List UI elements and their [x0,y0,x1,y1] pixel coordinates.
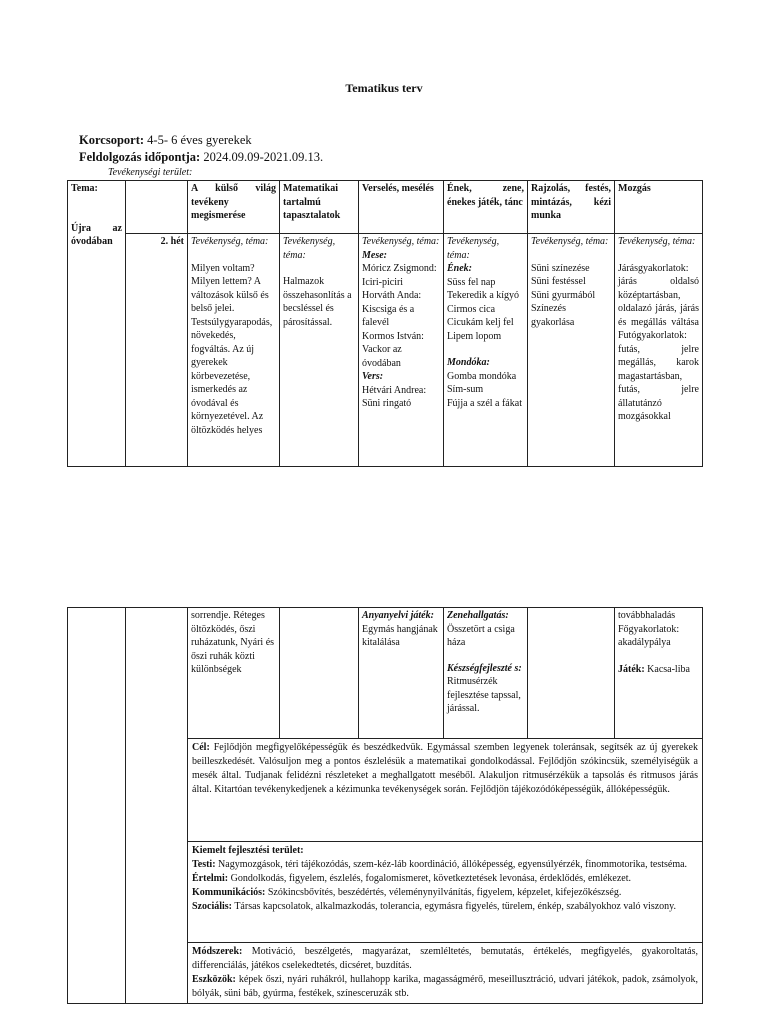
matek-cell [280,234,359,467]
verseles-activity-label: Tevékenység, téma: [362,236,440,247]
week-cell: 2. hét [126,234,188,467]
jatek-label: Játék: [618,663,645,675]
plan-table-page2 [67,607,703,1004]
rajz-activity-label: Tevékenység, téma: [531,236,609,247]
kommunikacios-label: Kommunikációs: [192,887,266,898]
goal-cell [188,739,703,842]
processing-date-line [79,150,323,165]
plan-table-page1 [67,180,703,467]
week-cont-cell [126,608,188,1004]
kulso-item: Milyen lettem? A változások külső és belső jelei. [191,276,269,314]
rajz-cont-cell [528,608,615,739]
mondoka-item: Gomba mondóka [447,370,517,382]
jatek-text: Kacsa-liba [647,663,690,675]
keszseg-text: Ritmusérzék fejlesztése tapssal, járással. [447,676,521,714]
enek-item: Süss fel nap [447,276,496,288]
eszkozok-line [192,973,698,1001]
tema-cell [68,181,126,467]
mese-item: Horváth Anda: Kiscsiga és a falevél [362,290,422,328]
szocialis-label: Szociális: [192,901,232,912]
keszseg-label: Készségfejleszté s: [447,662,522,674]
tema-cont-cell [68,608,126,1004]
rajz-item: Színezés gyakorlása [531,303,575,328]
enek-header: Ének, zene, énekes játék, tánc [444,181,528,234]
matek-header: Matematikai tartalmú tapasztalatok [280,181,359,234]
vers-label: Vers: [362,371,384,382]
empty-header-cell [126,181,188,234]
mese-item: Kormos István: Vackor az óvodában [362,330,424,369]
jatek-line [618,663,699,677]
rajz-item: Süni gyurmából [531,289,596,301]
anyanyelvi-text: Egymás hangjának kitalálása [362,623,438,648]
ertelmi-label: Értelmi: [192,873,229,884]
testi-line [192,858,698,872]
modszerek-line [192,945,698,973]
mozgas-cont-cell [615,608,703,739]
processing-date-value: 2024.09.09-2021.09.13. [200,150,324,164]
ertelmi-line [192,872,698,886]
enek-label: Ének: [447,263,472,274]
rajz-header: Rajzolás, festés, mintázás, kézi munka [528,181,615,234]
eszkozok-text: képek őszi, nyári ruhákról, hullahopp karika, magasságmérő, meseillusztráció, udvari játékok, padok, zsámolyok, bólyák, süni báb, gyúrma, festékek, színesceruzák stb. [192,974,698,999]
kommunikacios-line [192,886,698,900]
fogyakorlat-text: Főgyakorlatok: akadálypálya [618,623,680,648]
age-group-label: Korcsoport: [79,133,145,147]
verseles-cell [359,234,444,467]
mozgas-text: Járásgyakorlatok: járás oldalsó középtartásban, oldalazó járás, járás és megállás váltása Futógyakorlatok: futás, jelre megállás, karok magastartásban, futás, jelre állatutánzó mozgásokkal [618,262,699,422]
mozgas-header: Mozgás [615,181,703,234]
methods-cell [188,943,703,1004]
goal-label: Cél: [192,742,210,753]
week-row [68,234,703,467]
matek-activity-label: Tevékenység, téma: [283,236,336,261]
ertelmi-text: Gondolkodás, figyelem, észlelés, fogalomismeret, következtetések levonása, érdeklődés, emlékezet. [228,873,632,884]
enek-activity-label: Tevékenység, téma: [447,236,500,261]
eszkozok-label: Eszközök: [192,974,236,985]
enek-cell [444,234,528,467]
szocialis-line [192,900,698,914]
mese-item: Móricz Zsigmond: Iciri-piciri [362,263,437,288]
mese-label: Mese: [362,249,387,261]
activity-area-label: Tevékenységi terület: [108,167,193,178]
enek-item: Cirmos cica [447,303,496,315]
mozgas-activity-label: Tevékenység, téma: [618,236,696,247]
kulso-activity-label: Tevékenység, téma: [191,236,269,247]
mondoka-label: Mondóka: [447,357,490,368]
anyanyelvi-cell [359,608,444,739]
rajz-cell [528,234,615,467]
mondoka-item: Fújja a szél a fákat [447,397,522,409]
header-row [68,181,703,234]
zenehallgatas-label: Zenehallgatás: [447,610,509,621]
kulso-header: A külső világ tevékeny megismerése [188,181,280,234]
verseles-header: Verselés, mesélés [359,181,444,234]
mozgas-cont-text: továbbhaladás [618,610,676,621]
modszerek-label: Módszerek: [192,946,243,957]
age-group-line [79,133,252,148]
kulso-cell [188,234,280,467]
rajz-item: Süni festéssel [531,276,586,287]
zenehallgatas-text: Összetört a csiga háza [447,623,515,648]
goal-text: Fejlődjön megfigyelőképességük és beszédkedvük. Egymással szemben legyenek toleránsak, segítsék az új gyerekek beilleszkedését. Valósuljon meg a pontos észlelésük a matematikai gondolkodással. Fejlődjön szókincsük, személyiségük a mesék által. Tudjanak felidézni részleteket a meghallgatott meséből. Alakuljon ritmusérzékük a tapsolás és ritmusos járás által. Kitartóan tevékenykedjenek a kézimunka tevékenységek során. Fejlődjön tájékozódóképességük, állóképességük. [192,742,698,795]
modszerek-text: Motiváció, beszélgetés, magyarázat, szemléltetés, bemutatás, értékelés, megfigyelés, gyakoroltatás, differenciálás, játékos cselekedtetés, dicséret, buzdítás. [192,946,698,971]
kulso-item: Milyen voltam? [191,262,255,274]
kiemelt-label: Kiemelt fejlesztési terület: [192,845,304,856]
continuation-row [68,608,703,739]
kulso-cont-cell: sorrendje. Réteges öltözködés, őszi ruházatunk, Nyári és őszi ruhák közti különbségek [188,608,280,739]
tema-header: Tema: [71,183,98,194]
mondoka-item: Sím-sum [447,384,484,395]
matek-cont-cell [280,608,359,739]
anyanyelvi-label: Anyanyelvi játék: [362,610,434,621]
matek-text: Halmazok összehasonlítás a becsléssel és párosítással. [283,276,352,328]
enek-item: Lipem lopom [447,330,502,342]
testi-text: Nagymozgások, téri tájékozódás, szem-kéz-láb koordináció, állóképesség, egyensúlyérzék, finommotorika, testséma. [215,859,688,870]
enek-item: Tekeredik a kígyó [447,290,520,301]
mozgas-cell [615,234,703,467]
testi-label: Testi: [192,859,216,870]
development-cell [188,842,703,943]
processing-date-label: Feldolgozás időpontja: [79,150,201,164]
kommunikacios-text: Szókincsbővítés, beszédértés, véleménynyilvánítás, figyelem, képzelet, kifejezőkészség. [265,887,622,898]
szocialis-text: Társas kapcsolatok, alkalmazkodás, tolerancia, egymásra figyelés, türelem, énkép, szabályokhoz való viszony. [232,901,677,912]
page-title: Tematikus terv [345,81,423,95]
enek-cont-cell [444,608,528,739]
vers-item: Hétvári Andrea: Süni ringató [362,384,427,409]
kulso-item: Testsúlygyarapodás, növekedés, fogváltás. Az új gyerekek körbevezetése, ismerkedés az óvodával és környezetével. Az öltözködés helyes [191,316,273,436]
tema-value: Újra az óvodában [71,222,122,247]
enek-item: Cicukám kelj fel [447,317,514,328]
rajz-item: Süni színezése [531,262,590,274]
age-group-value: 4-5- 6 éves gyerekek [144,133,252,147]
